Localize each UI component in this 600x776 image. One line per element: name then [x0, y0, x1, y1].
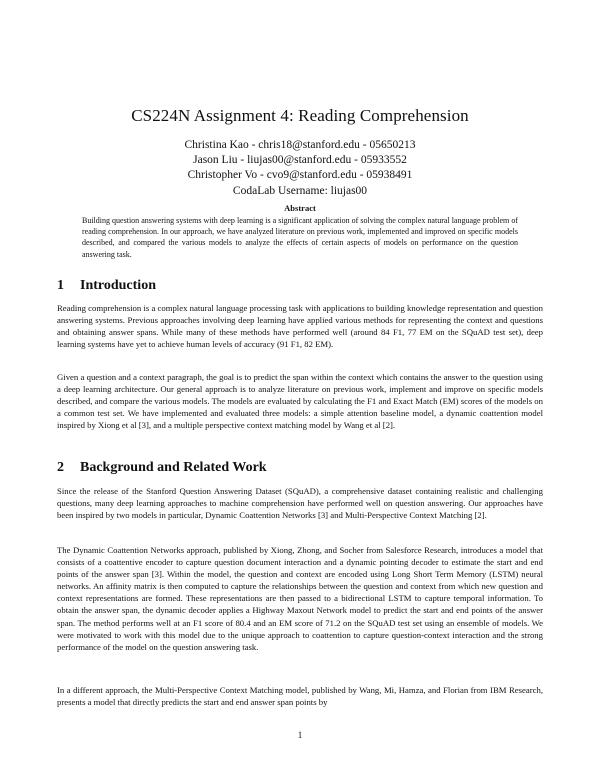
section-heading-introduction — [57, 278, 156, 294]
author-line: Jason Liu - liujas00@stanford.edu - 05933552 — [193, 154, 407, 167]
paragraph: Since the release of the Stanford Question Answering Dataset (SQuAD), a comprehensive dataset containing realistic and challenging questions, many deep learning approaches to machine comprehension have performed well on question answering. Our approaches have been inspired by two models in particular, Dynamic Coattention Networks [3] and Multi-Perspective Context Matching [2]. — [57, 486, 543, 521]
paragraph: Reading comprehension is a complex natural language processing task with applications to building knowledge representation and question answering systems. Previous approaches involving deep learning have applied various methods for representing the context and questions and obtaining answer spans. While many of these methods have performed well (around 84 F1, 77 EM on the SQuAD test set), deep learning systems have yet to achieve human levels of accuracy (91 F1, 82 EM). — [57, 303, 543, 350]
section-number: 2 — [57, 460, 64, 475]
paragraph: The Dynamic Coattention Networks approach, published by Xiong, Zhong, and Socher from Salesforce Research, introduces a model that consists of a coattentive encoder to capture question document interaction and a dynamic pointing decoder to estimate the start and end points of the answer span [3]. Within the model, the question and context are encoded using Long Short Term Memory (LSTM) neural networks. An affinity matrix is then computed to capture the relationships between the question and context from which new question and context representations are formed. These representations are then passed to a bidirectional LSTM to capture temporal information. To obtain the answer span, the dynamic decoder applies a Highway Maxout Network model to predict the start and end points of the answer span. The method performs well at an F1 score of 80.4 and an EM score of 71.2 on the SQuAD test set using an ensemble of models. We were motivated to work with this model due to the unique approach to coattention to capture question-context interaction and the strong performance of the model on the question answering task. — [57, 545, 543, 652]
paragraph: In a different approach, the Multi-Perspective Context Matching model, published by Wang, Mi, Hamza, and Florian from IBM Research, presents a model that directly predicts the start and end answer span points by — [57, 685, 543, 708]
author-line: Christopher Vo - cvo9@stanford.edu - 05938491 — [187, 169, 413, 182]
paper-title: CS224N Assignment 4: Reading Comprehension — [131, 106, 469, 125]
paragraph: Given a question and a context paragraph, the goal is to predict the span within the context which contains the answer to the question using a deep learning architecture. Our general approach is to analyze literature on previous work, implement and improve on specific models described, and compare the various models. The models are evaluated by calculating the F1 and Exact Match (EM) scores of the models on a common test set. We have implemented and evaluated three models: a simple attention baseline model, a dynamic coattention model inspired by Xiong et al [3], and a multiple perspective context matching model by Wang et al [2]. — [57, 372, 543, 431]
author-line: Christina Kao - chris18@stanford.edu - 05650213 — [184, 139, 416, 151]
section-title: Background and Related Work — [80, 460, 267, 475]
section-heading-background — [57, 460, 267, 476]
abstract-text: Building question answering systems with deep learning is a significant application of solving the complex natural language problem of reading comprehension. In our approach, we have analyzed literature on previous work, implemented and improved on specific models described, and compared the various models to analyze the effects of certain aspects of models on performance on the question answering task. — [82, 216, 518, 259]
abstract-heading: Abstract — [284, 203, 316, 213]
codalab-username: CodaLab Username: liujas00 — [232, 184, 368, 197]
section-title: Introduction — [80, 278, 156, 293]
section-number: 1 — [57, 278, 64, 293]
author-block — [0, 138, 600, 199]
page-number: 1 — [297, 730, 303, 740]
